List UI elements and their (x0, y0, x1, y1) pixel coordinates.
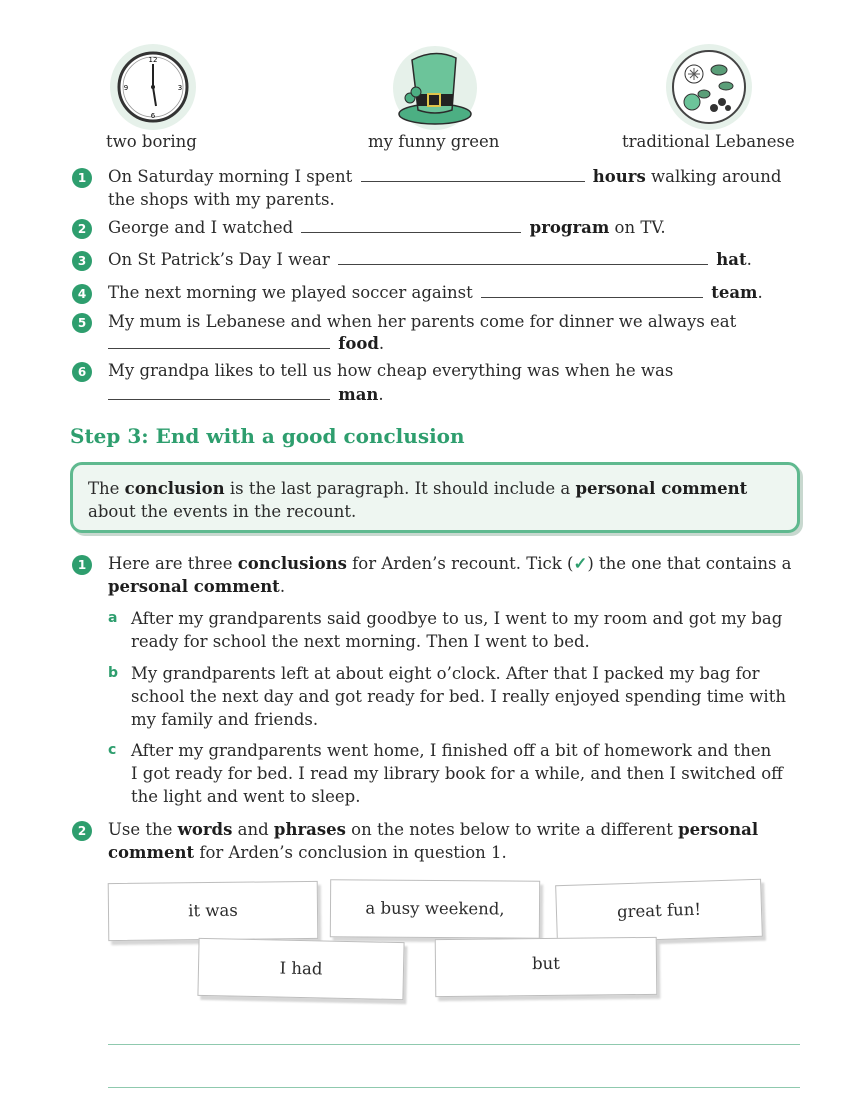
text: George and I watched (108, 218, 294, 237)
option-c-line2[interactable]: I got ready for bed. I read my library book for a while, and then I switched off (131, 764, 783, 783)
clock-numeral-9: 9 (123, 84, 129, 92)
answer-blank[interactable] (338, 250, 708, 265)
text: On St Patrick’s Day I wear (108, 250, 330, 269)
text: and (232, 820, 274, 839)
answer-blank[interactable] (108, 334, 330, 349)
answer-blank[interactable] (301, 218, 521, 233)
note-card: a busy weekend, (330, 879, 540, 938)
clock-illustration (108, 42, 198, 132)
clock-numeral-12: 12 (148, 56, 158, 64)
answer-blank[interactable] (361, 167, 585, 182)
option-a-line1[interactable]: After my grandparents said goodbye to us, I went to my room and got my bag (131, 609, 783, 628)
text: . (757, 283, 763, 302)
fill-in-6-line1: My grandpa likes to tell us how cheap everything was when he was (108, 361, 674, 380)
answer-blank[interactable] (481, 283, 703, 298)
tip-line2: about the events in the recount. (88, 502, 357, 521)
keyword: hours (592, 167, 646, 186)
text: . (378, 385, 384, 404)
q1-line1 (108, 552, 792, 575)
question-number: 1 (72, 555, 92, 575)
note-card: it was (108, 881, 319, 941)
text: Use the (108, 820, 178, 839)
text: . (746, 250, 752, 269)
keyword: personal comment (108, 577, 280, 596)
question-number: 3 (72, 251, 92, 271)
question-number: 6 (72, 362, 92, 382)
q2-line1 (108, 818, 758, 841)
text: for Arden’s recount. Tick ( (346, 554, 574, 573)
keyword: conclusion (124, 479, 225, 498)
question-number: 4 (72, 284, 92, 304)
fill-in-5-line1: My mum is Lebanese and when her parents come for dinner we always eat (108, 312, 737, 331)
keyword: food (338, 334, 379, 353)
green-hat-illustration (390, 40, 480, 132)
option-letter: c (108, 742, 117, 758)
food-label: traditional Lebanese (622, 132, 795, 151)
text: The (88, 479, 125, 498)
clock-numeral-3: 3 (177, 84, 183, 92)
option-c-line3[interactable]: the light and went to sleep. (131, 787, 361, 806)
note-card: great fun! (555, 879, 763, 943)
option-a-line2[interactable]: ready for school the next morning. Then I went to bed. (131, 632, 590, 651)
question-number: 2 (72, 821, 92, 841)
note-card: but (435, 937, 658, 997)
clock-label: two boring (106, 132, 197, 151)
text: Here are three (108, 554, 238, 573)
text: On Saturday morning I spent (108, 167, 353, 186)
text: . (279, 577, 286, 596)
keyword: words (177, 820, 233, 839)
tip-box (70, 462, 800, 533)
fill-in-5-line2 (108, 332, 384, 355)
text: is the last paragraph. It should include a (224, 479, 576, 498)
option-c-line1[interactable]: After my grandparents went home, I finished off a bit of homework and then (131, 741, 772, 760)
fill-in-1-line2: the shops with my parents. (108, 190, 335, 209)
option-letter: a (108, 610, 118, 626)
option-letter: b (108, 665, 119, 681)
writing-line[interactable] (108, 1044, 800, 1045)
option-b-line1[interactable]: My grandparents left at about eight o’clock. After that I packed my bag for (131, 664, 760, 683)
keyword: personal comment (575, 479, 748, 498)
fill-in-3 (108, 248, 752, 271)
question-number: 5 (72, 313, 92, 333)
note-card: I had (197, 938, 404, 1000)
fill-in-1-line1 (108, 165, 781, 188)
writing-line[interactable] (108, 1087, 800, 1088)
keyword: team (711, 283, 758, 302)
keyword: personal (678, 820, 759, 839)
text: for Arden’s conclusion in question 1. (194, 843, 507, 862)
question-number: 2 (72, 219, 92, 239)
keyword: phrases (273, 820, 346, 839)
fill-in-4 (108, 281, 763, 304)
tick-mark-icon: ✓ (573, 554, 588, 573)
answer-blank[interactable] (108, 385, 330, 400)
text: on TV. (614, 218, 666, 237)
text: on the notes below to write a different (345, 820, 679, 839)
keyword: hat (716, 250, 747, 269)
q2-line2 (108, 841, 507, 864)
question-number: 1 (72, 168, 92, 188)
clock-numeral-6: 6 (150, 112, 156, 120)
text: ) the one that contains a (587, 554, 792, 573)
lebanese-food-illustration (664, 42, 754, 132)
text: walking around (651, 167, 782, 186)
q1-line2 (108, 575, 285, 598)
keyword: comment (108, 843, 195, 862)
hat-label: my funny green (368, 132, 500, 151)
text: The next morning we played soccer against (108, 283, 473, 302)
keyword: man (338, 385, 379, 404)
step-heading: Step 3: End with a good conclusion (70, 424, 465, 448)
fill-in-2 (108, 216, 666, 239)
text: . (378, 334, 385, 353)
option-b-line2[interactable]: school the next day and got ready for bed. I really enjoyed spending time with (131, 687, 786, 706)
keyword: conclusions (237, 554, 347, 573)
fill-in-6-line2 (108, 383, 384, 406)
keyword: program (529, 218, 610, 237)
option-b-line3[interactable]: my family and friends. (131, 710, 319, 729)
tip-line1 (88, 477, 747, 500)
